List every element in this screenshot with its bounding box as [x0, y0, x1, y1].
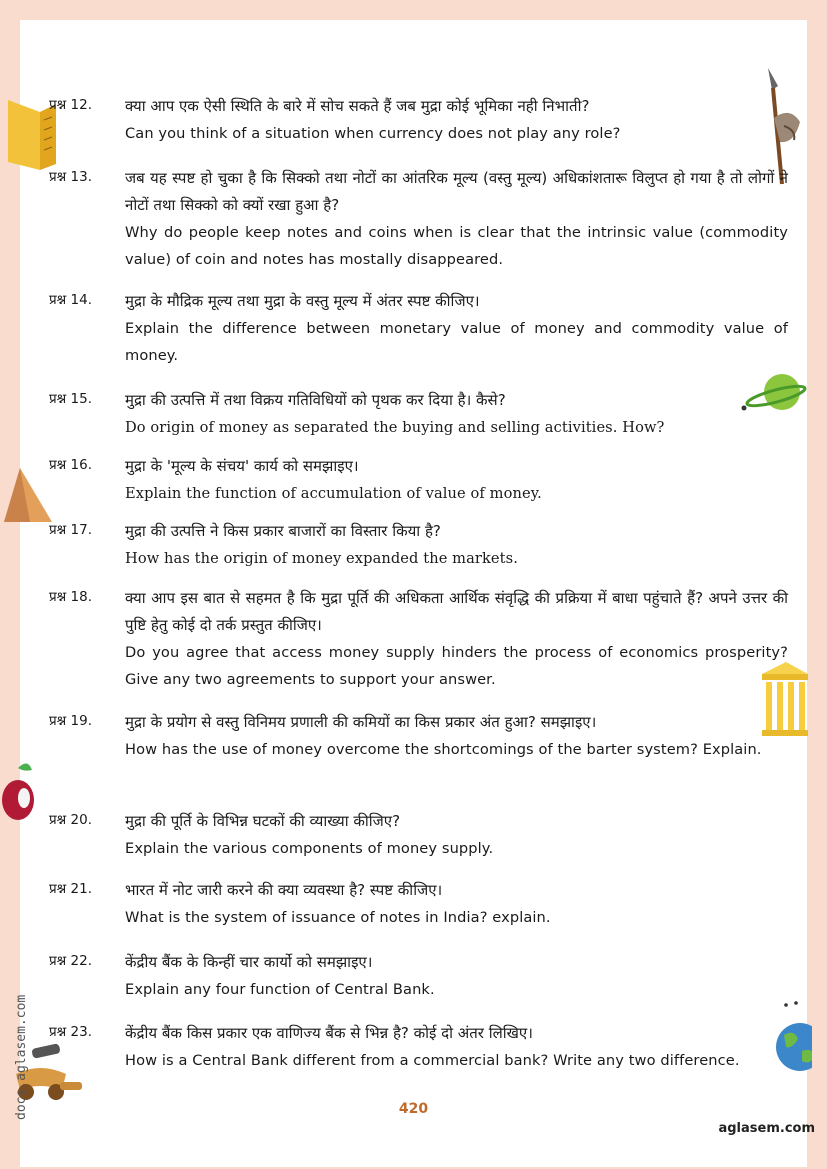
document-page [14, 20, 807, 1167]
question-text-hindi: क्या आप एक ऐसी स्थिति के बारे में सोच सकते हैं जब मुद्रा कोई भूमिका नही निभाती? [125, 97, 590, 115]
page-number: 420 [398, 1101, 429, 1117]
question-text-hindi: मुद्रा के मौद्रिक मूल्य तथा मुद्रा के वस्तु मूल्य में अंतर स्पष्ट कीजिए। [125, 292, 480, 310]
question-text-hindi: केंद्रीय बैंक के किन्हीं चार कार्यो को समझाइए। [125, 953, 373, 971]
question-text-english: Do origin of money as separated the buying and selling activities. How? [125, 419, 665, 436]
question-text-english: Explain any four function of Central Bank. [125, 981, 435, 998]
question-text-english: How has the origin of money expanded the markets. [125, 550, 518, 567]
question-text-hindi: मुद्रा की पूर्ति के विभिन्न घटकों की व्याख्या कीजिए? [125, 812, 401, 830]
question-text-hindi: मुद्रा के प्रयोग से वस्तु विनिमय प्रणाली की कमियों का किस प्रकार अंत हुआ? समझाइए। [125, 713, 597, 731]
question-number: प्रश्न 20. [49, 812, 92, 828]
question-text-hindi: क्या आप इस बात से सहमत है कि मुद्रा पूर्ति की अधिकता आर्थिक संवृद्धि की प्रक्रिया में बाधा पहुंचाते हैं? अपने उत्तर की पुष्टि हेतु कोई दो तर्क प्रस्तुत कीजिए। [125, 589, 788, 634]
question-number: प्रश्न 16. [49, 457, 92, 473]
question-text-hindi: केंद्रीय बैंक किस प्रकार एक वाणिज्य बैंक से भिन्न है? कोई दो अंतर लिखिए। [125, 1024, 533, 1042]
question-text-english: Explain the various components of money supply. [125, 840, 494, 857]
question-text-english: How is a Central Bank different from a commercial bank? Write any two difference. [125, 1052, 740, 1069]
question-number: प्रश्न 18. [49, 589, 92, 605]
question-number: प्रश्न 17. [49, 522, 92, 538]
question-text-english: Why do people keep notes and coins when is clear that the intrinsic value (commodity value) of coin and notes has mostally disappeared. [125, 224, 788, 268]
brand-label[interactable]: aglasem.com [718, 1121, 815, 1136]
question-text-english: Do you agree that access money supply hinders the process of economics prosperity? Give any two agreements to support your answer. [125, 644, 788, 688]
question-text-english: Can you think of a situation when currency does not play any role? [125, 125, 621, 142]
question-number: प्रश्न 14. [49, 292, 92, 308]
question-text-english: Explain the function of accumulation of value of money. [125, 485, 542, 502]
question-text-english: Explain the difference between monetary value of money and commodity value of money. [125, 320, 788, 364]
question-text-hindi: मुद्रा की उत्पत्ति में तथा विक्रय गतिविधियों को पृथक कर दिया है। कैसे? [125, 391, 506, 409]
watermark-text: docs.aglasem.com [14, 994, 29, 1120]
question-text-hindi: जब यह स्पष्ट हो चुका है कि सिक्को तथा नोटों का आंतरिक मूल्य (वस्तु मूल्य) अधिकांशतारू विलुप्त हो गया है तो लोगों ने नोटों तथा सिक्को को क्यों रखा हुआ है? [125, 169, 788, 214]
question-text-english: What is the system of issuance of notes in India? explain. [125, 909, 551, 926]
question-number: प्रश्न 22. [49, 953, 92, 969]
question-text-hindi: मुद्रा की उत्पत्ति ने किस प्रकार बाजारों का विस्तार किया है? [125, 522, 441, 540]
question-number: प्रश्न 21. [49, 881, 92, 897]
question-number: प्रश्न 23. [49, 1024, 92, 1040]
question-number: प्रश्न 15. [49, 391, 92, 407]
question-number: प्रश्न 13. [49, 169, 92, 185]
question-number: प्रश्न 19. [49, 713, 92, 729]
question-text-hindi: मुद्रा के 'मूल्य के संचय' कार्य को समझाइए। [125, 457, 359, 475]
question-number: प्रश्न 12. [49, 97, 92, 113]
question-text-english: How has the use of money overcome the shortcomings of the barter system? Explain. [125, 741, 762, 758]
question-list [20, 20, 807, 1167]
question-text-hindi: भारत में नोट जारी करने की क्या व्यवस्था है? स्पष्ट कीजिए। [125, 881, 443, 899]
